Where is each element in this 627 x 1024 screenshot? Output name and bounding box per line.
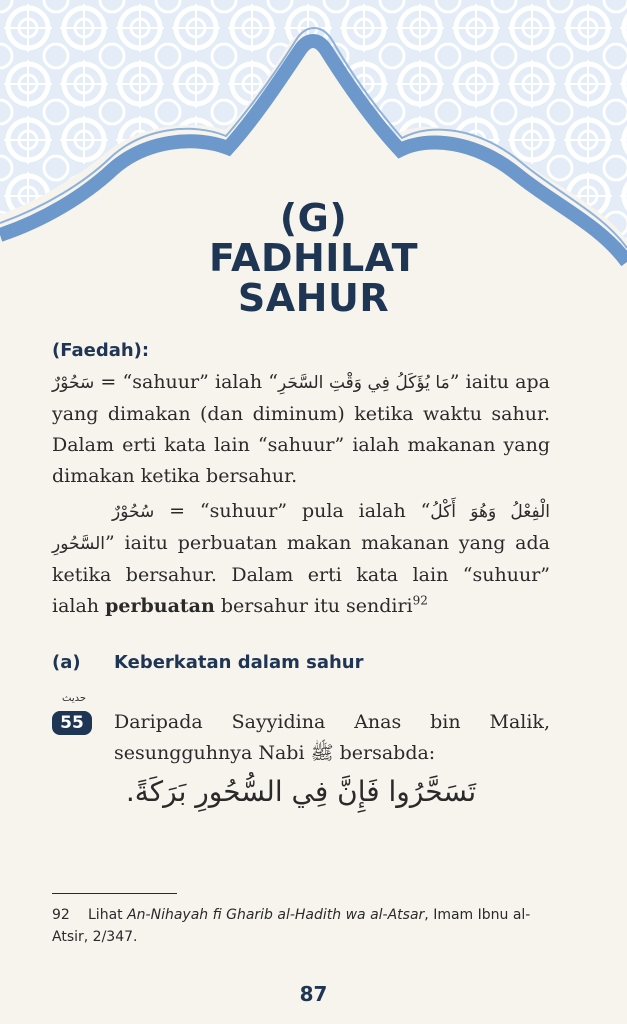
arabic-definition-2: الْفِعْلُ وَهُوَ أَكْلُ السَّحُورِ [52, 502, 550, 554]
hadith-text: Daripada Sayyidina Anas bin Malik, sesungguhnya Nabi ﷺ bersabda: [114, 711, 550, 764]
footnote-suffix: , Imam Ibnu al-Atsir, 2/347. [52, 907, 531, 945]
arabic-word-sahuur: سَحُوْرٌ [52, 373, 95, 393]
hadith-label: حديث [62, 693, 87, 704]
main-content [52, 340, 550, 808]
section-title: Keberkatan dalam sahur [114, 652, 364, 673]
title-word-2: SAHUR [237, 276, 390, 320]
hadith-arabic: تَسَحَّرُوا فَإِنَّ فِي السُّحُورِ بَرَكَةً. [125, 775, 477, 808]
title-letter: (G) [279, 196, 348, 240]
section-letter: (a) [52, 652, 81, 673]
hadith-number-badge: 55 [52, 711, 92, 735]
p2-ending: bersahur itu sendiri [214, 595, 413, 617]
page-number: 87 [299, 982, 328, 1006]
hadith-badge-wrap [52, 693, 114, 735]
section-heading [52, 652, 550, 673]
faedah-label: (Faedah): [52, 340, 150, 361]
p2-equation: = “suhuur” pula ialah “ [154, 500, 431, 522]
footnote-number: 92 [52, 907, 70, 923]
p2-bold-word: perbuatan [105, 595, 215, 617]
footnote-divider [52, 893, 177, 894]
p2-explanation: ” iaitu perbuatan makan makanan yang ada ketika bersahur. Dalam erti kata lain “suhuur” ialah [52, 532, 550, 617]
faedah-paragraph-2 [52, 496, 550, 622]
footnote-prefix: Lihat [88, 907, 128, 923]
arabic-definition-1: مَا يُؤَكَلُ فِي وَقْتِ السَّحَرِ [277, 373, 450, 393]
footnote-book-title: An-Nihayah fi Gharib al-Hadith wa al-Atsar [127, 907, 425, 923]
hadith-block [52, 693, 550, 769]
arabic-word-suhuur: سُحُوْرٌ [112, 502, 155, 522]
title-word-1: FADHILAT [208, 236, 419, 280]
p1-explanation: ” iaitu apa yang dimakan (dan diminum) ketika waktu sahur. Dalam erti kata lain “sahuur” ialah makanan yang dimakan ketika bersahur. [52, 371, 550, 487]
faedah-paragraph-1 [52, 367, 550, 492]
footnote-reference[interactable]: 92 [412, 593, 428, 608]
chapter-title [0, 198, 627, 318]
p1-equation: = “sahuur” ialah “ [94, 371, 278, 393]
footnote [52, 904, 552, 948]
